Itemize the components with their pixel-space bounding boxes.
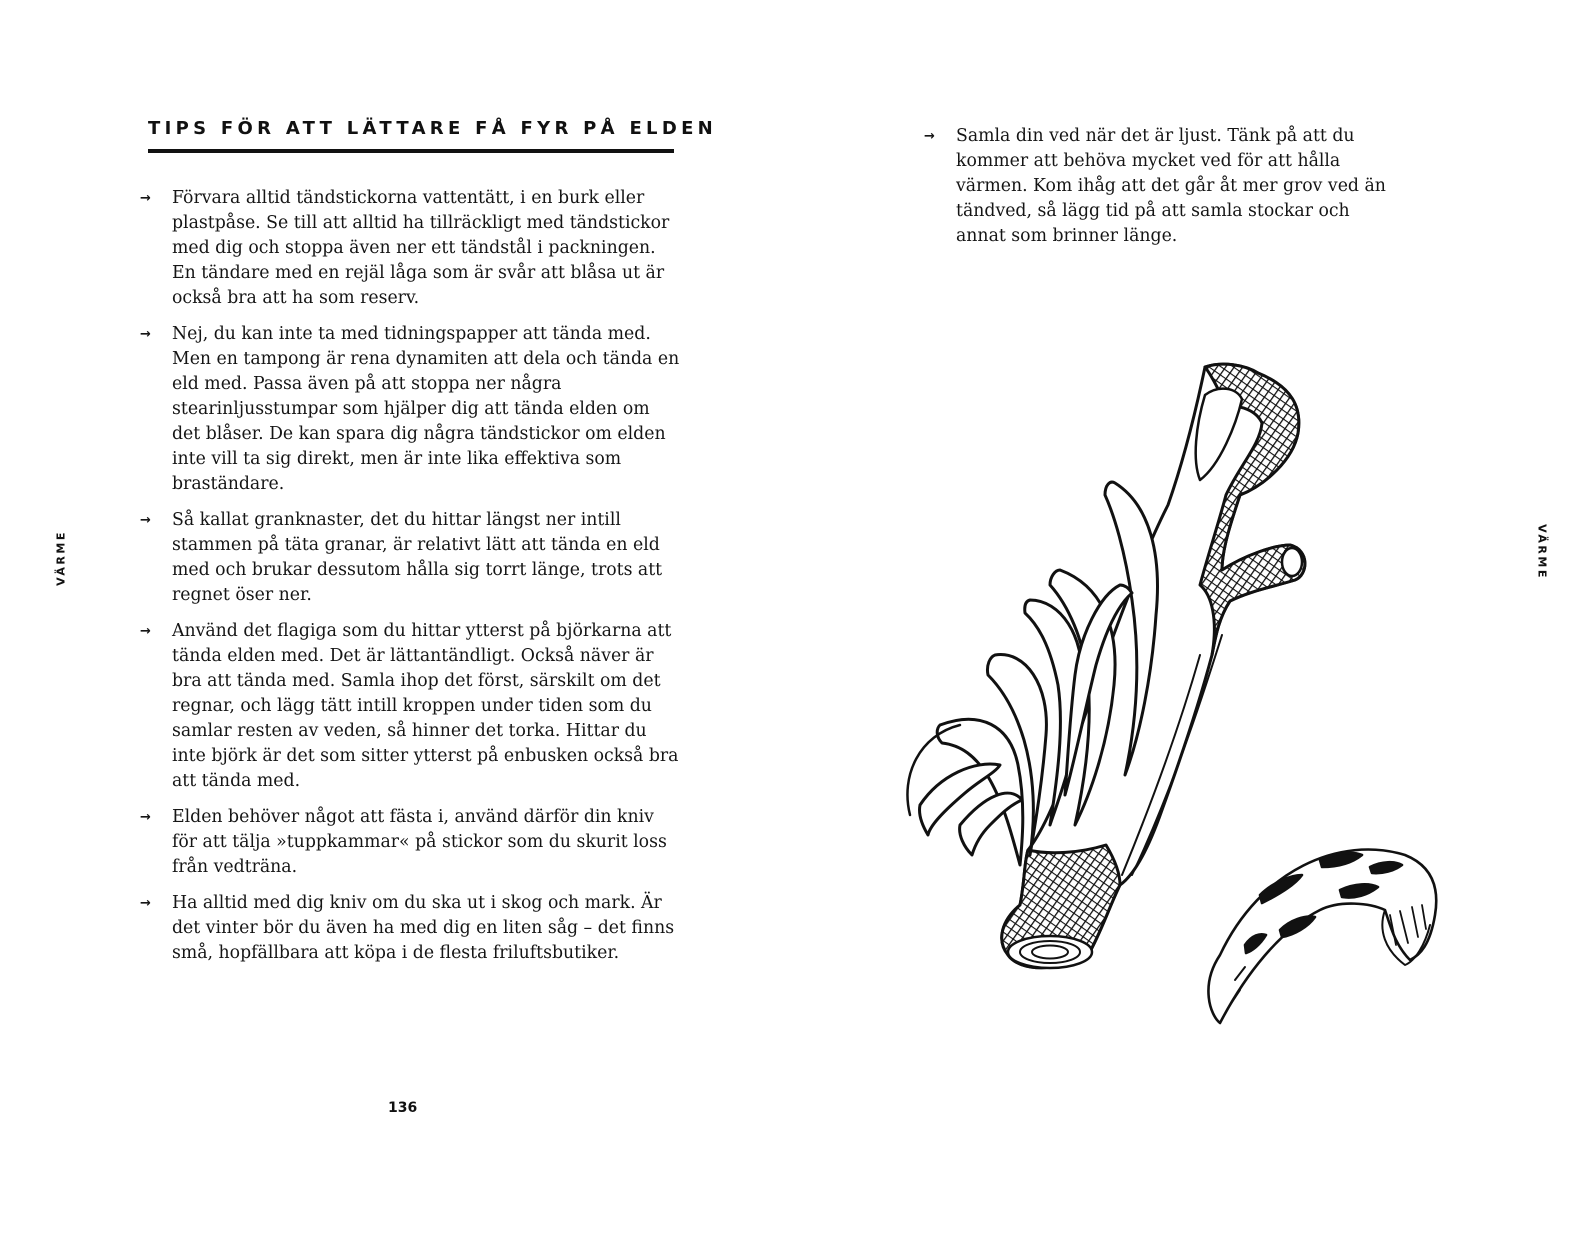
log-and-bark-illustration xyxy=(900,355,1460,1035)
tip-text: Nej, du kan inte ta med tidningspapper att tända med. Men en tampong är rena dynamiten att dela och tända en eld med. Passa även på att stoppa ner några stearinljusstumpar som hjälper dig att tända elden om det blåser. De kan spara dig några tändstickor om elden inte vill ta sig direkt, men är inte lika effektiva som braständare. xyxy=(172,324,680,494)
tip-item xyxy=(140,508,680,608)
bark-drawing xyxy=(1208,850,1436,1023)
heading-rule xyxy=(148,149,674,153)
tip-item xyxy=(140,891,680,966)
right-page xyxy=(797,0,1594,1240)
tip-text: Ha alltid med dig kniv om du ska ut i skog och mark. Är det vinter bör du även ha med dig en liten såg – det finns små, hopfällbara att köpa i de flesta friluftsbutiker. xyxy=(172,893,675,963)
section-heading: TIPS FÖR ATT LÄTTARE FÅ FYR PÅ ELDEN xyxy=(148,118,718,139)
arrow-right-icon: → xyxy=(140,896,151,911)
arrow-right-icon: → xyxy=(140,191,151,206)
tip-text: Förvara alltid tändstickorna vattentätt, i en burk eller plastpåse. Se till att alltid ha tillräckligt med tändstickor med dig och stoppa även ner ett tändstål i packningen. En tändare med en rejäl låga som är svår att blåsa ut är också bra att ha som reserv. xyxy=(172,188,670,308)
tip-item xyxy=(140,619,680,794)
tip-text: Elden behöver något att fästa i, använd därför din kniv för att tälja »tuppkammar« på stickor som du skurit loss från vedträna. xyxy=(172,807,667,877)
tip-text: Använd det flagiga som du hittar ytterst på björkarna att tända elden med. Det är lättantändligt. Också näver är bra att tända med. Samla ihop det först, särskilt om det regnar, och lägg tätt intill kroppen under tiden som du samlar resten av veden, så hinner det torka. Hittar du inte björk är det som sitter ytterst på enbusken också bra att tända med. xyxy=(172,621,679,791)
page-number: 136 xyxy=(388,1100,418,1116)
log-drawing xyxy=(907,364,1304,968)
arrow-right-icon: → xyxy=(140,810,151,825)
tip-item xyxy=(140,322,680,497)
tips-list xyxy=(924,124,1404,260)
arrow-right-icon: → xyxy=(140,327,151,342)
tip-item xyxy=(140,805,680,880)
arrow-right-icon: → xyxy=(140,624,151,639)
arrow-right-icon: → xyxy=(140,513,151,528)
side-label: VÄRME xyxy=(54,530,68,586)
arrow-right-icon: → xyxy=(924,129,935,144)
tip-text: Samla din ved när det är ljust. Tänk på att du kommer att behöva mycket ved för att hålla värmen. Kom ihåg att det går åt mer grov ved än tändved, så lägg tid på att samla stockar och annat som brinner länge. xyxy=(956,126,1386,246)
side-label: VÄRME xyxy=(1535,524,1549,580)
tip-item xyxy=(924,124,1404,249)
tips-list xyxy=(140,186,680,977)
tip-item xyxy=(140,186,680,311)
tip-text: Så kallat granknaster, det du hittar längst ner intill stammen på täta granar, är relativt lätt att tända en eld med och brukar dessutom hålla sig torrt länge, trots att regnet öser ner. xyxy=(172,510,663,605)
